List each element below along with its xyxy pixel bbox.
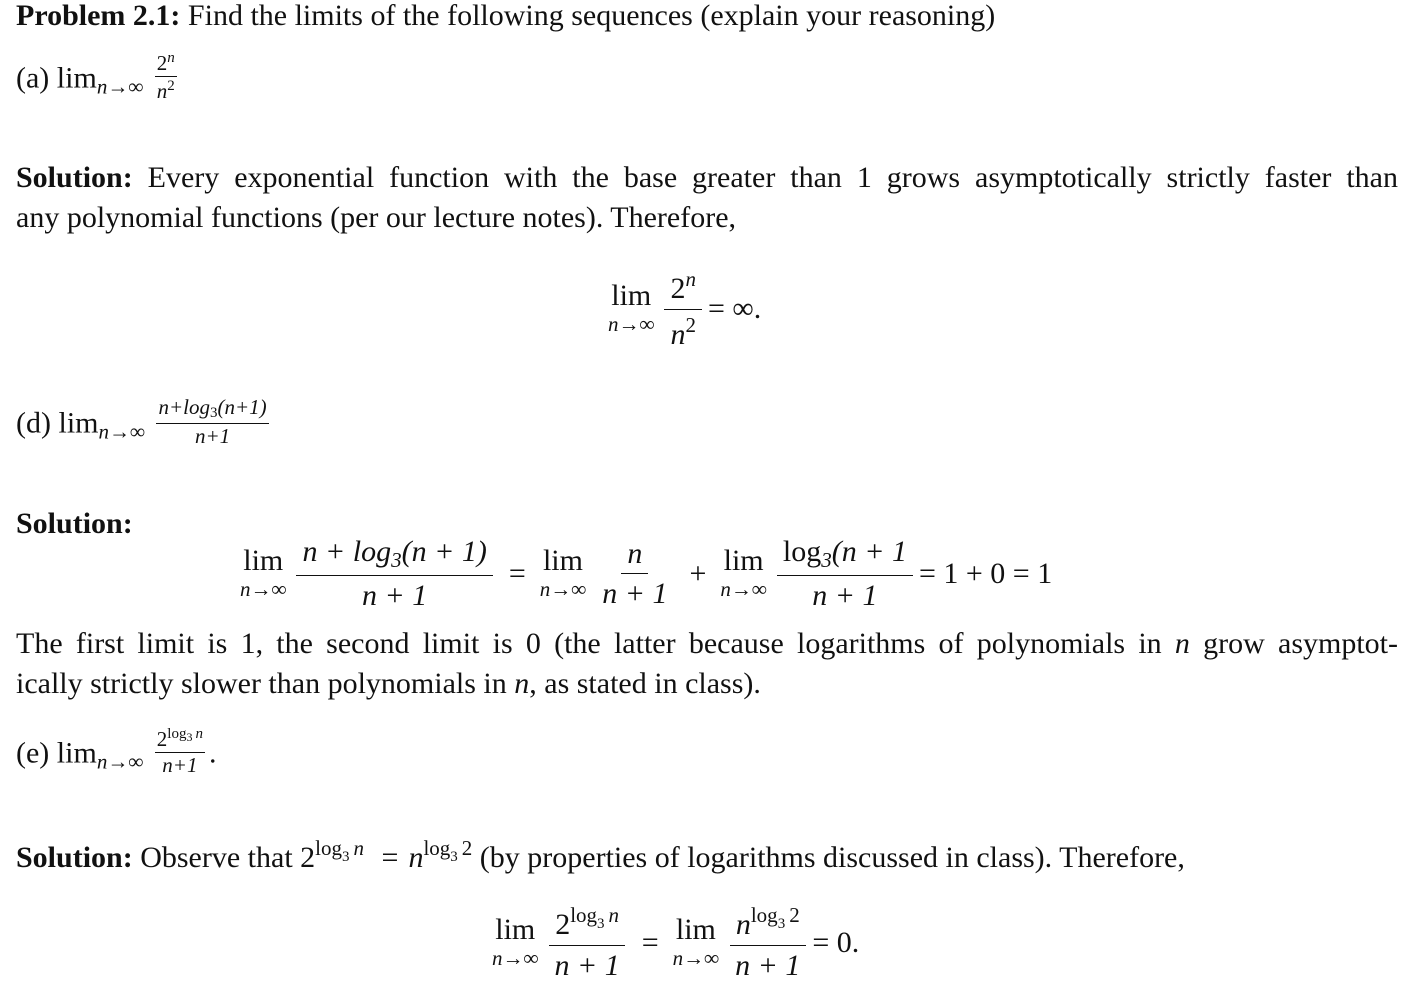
solution-d-num3-base: 3 (821, 548, 832, 572)
solution-e-fraction1 (548, 904, 625, 981)
solution-d-num3-a: log (782, 535, 822, 568)
solution-d-lim3-sub: n→∞ (720, 577, 767, 602)
part-e-fraction (155, 726, 205, 777)
part-a-lim: lim (56, 61, 97, 95)
solution-e-num1-exp-arg: n (608, 903, 620, 927)
solution-a-den-exp: 2 (685, 312, 696, 337)
solution-e-lim1-sub: n→∞ (492, 945, 539, 970)
solution-a-text1: Every exponential function with the base greater than 1 grows asymptotically strictly faster than (147, 161, 1398, 194)
solution-d-den3: n + 1 (812, 579, 878, 613)
solution-e-num2-exp-base: 3 (777, 916, 786, 932)
solution-d-lim2 (540, 546, 586, 601)
solution-a-lim (608, 281, 654, 336)
solution-e-exp1-base: 3 (342, 849, 350, 865)
solution-d-num1-a: n + log (302, 535, 392, 568)
solution-e-lim2 (672, 912, 720, 970)
solution-d-fraction2 (596, 538, 673, 610)
solution-d-rhs: = 1 + 0 = 1 (918, 556, 1053, 590)
solution-a-fraction (664, 268, 702, 350)
solution-e-text-b: (by properties of logarithms discussed in class). Therefore, (479, 841, 1185, 874)
solution-d-var2: n (514, 667, 530, 700)
solution-e-num2-exp-arg: 2 (789, 903, 800, 927)
solution-e-den2: n + 1 (735, 948, 801, 982)
part-d-num-arg: (n+1) (217, 395, 267, 419)
part-d-lim-sub: n→∞ (98, 419, 145, 444)
solution-a-display-equation (604, 268, 761, 350)
solution-e-num1-exp: log (570, 903, 598, 927)
solution-e-rhs: = 0. (812, 925, 860, 959)
solution-e-label: Solution: (16, 841, 133, 874)
solution-d-num2: n (621, 538, 648, 575)
part-d-num-base: 3 (210, 405, 218, 421)
solution-d-fraction3 (777, 536, 913, 612)
solution-d-plus: + (689, 556, 707, 590)
solution-e-lim1-text: lim (495, 912, 536, 946)
part-d (16, 395, 273, 452)
solution-e-lim1 (492, 912, 539, 970)
problem-heading (16, 0, 995, 34)
solution-e-fraction2 (729, 904, 806, 981)
part-d-lim: lim (58, 406, 99, 440)
part-a-fraction (155, 50, 177, 103)
solution-d-fraction1 (296, 536, 492, 612)
part-e-den: n+1 (162, 753, 198, 778)
part-d-den: n+1 (194, 423, 231, 448)
solution-e-num1: 2 (555, 908, 571, 941)
solution-d-lim1-text: lim (243, 544, 284, 578)
solution-d-display-equation (236, 536, 1052, 612)
part-e-num-exp: log (167, 726, 187, 742)
solution-e-exp2: log (423, 836, 451, 860)
solution-e-den1: n + 1 (554, 948, 620, 982)
solution-e-exp2-base: 3 (450, 849, 458, 865)
solution-e-text-a: Observe that 2 (140, 841, 316, 874)
solution-d-eq1: = (508, 556, 526, 590)
part-e-lim-sub: n→∞ (96, 749, 144, 774)
solution-e-display-equation (488, 904, 859, 981)
solution-d-den2: n + 1 (602, 577, 668, 611)
solution-d-text2b: , as stated in class). (529, 667, 761, 700)
solution-e-num2: n (735, 908, 751, 941)
solution-e-exp1: log (315, 836, 343, 860)
solution-a-line2: any polynomial functions (per our lecture notes). Therefore, (16, 201, 737, 234)
problem-label: Problem 2.1: (16, 0, 181, 32)
solution-e-var: n (408, 841, 424, 874)
solution-e-num1-exp-base: 3 (597, 916, 605, 932)
solution-e-lim2-sub: n→∞ (672, 945, 720, 970)
part-a-den: n (156, 79, 168, 104)
solution-d-lim2-sub: n→∞ (539, 577, 587, 602)
solution-a-rhs: = ∞. (707, 292, 762, 325)
solution-a-lim-text: lim (611, 279, 652, 313)
part-e-num-exp-arg: n (195, 726, 203, 742)
solution-d-num1-b: (n + 1) (401, 535, 487, 568)
solution-e-eq1: = (641, 925, 659, 959)
part-e-period: . (208, 736, 217, 770)
solution-d-lim1-sub: n→∞ (240, 577, 287, 602)
part-a-num: 2 (156, 51, 168, 75)
part-a-num-exp: n (167, 50, 175, 66)
part-e-num-exp-base: 3 (186, 730, 193, 744)
solution-a-lim-sub: n→∞ (608, 312, 655, 337)
solution-a-den: n (670, 317, 686, 351)
solution-d-explanation-line1 (16, 626, 1398, 662)
part-a-lim-sub: n→∞ (96, 74, 144, 99)
solution-e-exp2-arg: 2 (461, 836, 473, 860)
solution-d-lim3-text: lim (723, 544, 764, 578)
part-e (16, 726, 217, 781)
part-a-label: (a) (16, 61, 50, 95)
solution-a-num-exp: n (685, 267, 696, 291)
part-d-num: n+log (158, 395, 210, 419)
problem-statement: Find the limits of the following sequences (explain your reasoning) (187, 0, 996, 32)
part-e-label: (e) (16, 736, 50, 770)
solution-d-label: Solution: (16, 507, 133, 540)
solution-d-text1a: The first limit is 1, the second limit is 0 (the latter because logarithms of polynomials in (16, 627, 1162, 660)
solution-d-num3-b: (n + 1 (831, 535, 907, 568)
part-a-den-exp: 2 (167, 78, 175, 95)
solution-e-lim2-text: lim (675, 912, 716, 946)
solution-d-explanation-line2 (16, 666, 761, 702)
part-a (16, 50, 181, 107)
part-d-label: (d) (16, 406, 51, 440)
part-e-num: 2 (156, 727, 168, 751)
solution-d-den1: n + 1 (362, 579, 428, 613)
part-e-lim: lim (56, 736, 97, 770)
part-d-fraction (156, 396, 268, 448)
solution-d-var1: n (1174, 627, 1190, 660)
solution-d-text1b: grow asymptot- (1203, 627, 1398, 660)
solution-a-line1 (16, 160, 1398, 196)
solution-d-lim2-text: lim (542, 544, 583, 578)
solution-a-label: Solution: (16, 161, 133, 194)
solution-e-line1 (16, 836, 1185, 876)
solution-e-exp1-arg: n (353, 836, 365, 860)
solution-a-num: 2 (670, 272, 686, 305)
solution-d-lim1 (240, 546, 286, 601)
solution-d-text2a: ically strictly slower than polynomials in (16, 667, 507, 700)
solution-e-eq: = (381, 841, 399, 874)
solution-d-lim3 (720, 546, 766, 601)
solution-e-num2-exp: log (750, 903, 778, 927)
solution-d-num1-base: 3 (391, 548, 402, 572)
